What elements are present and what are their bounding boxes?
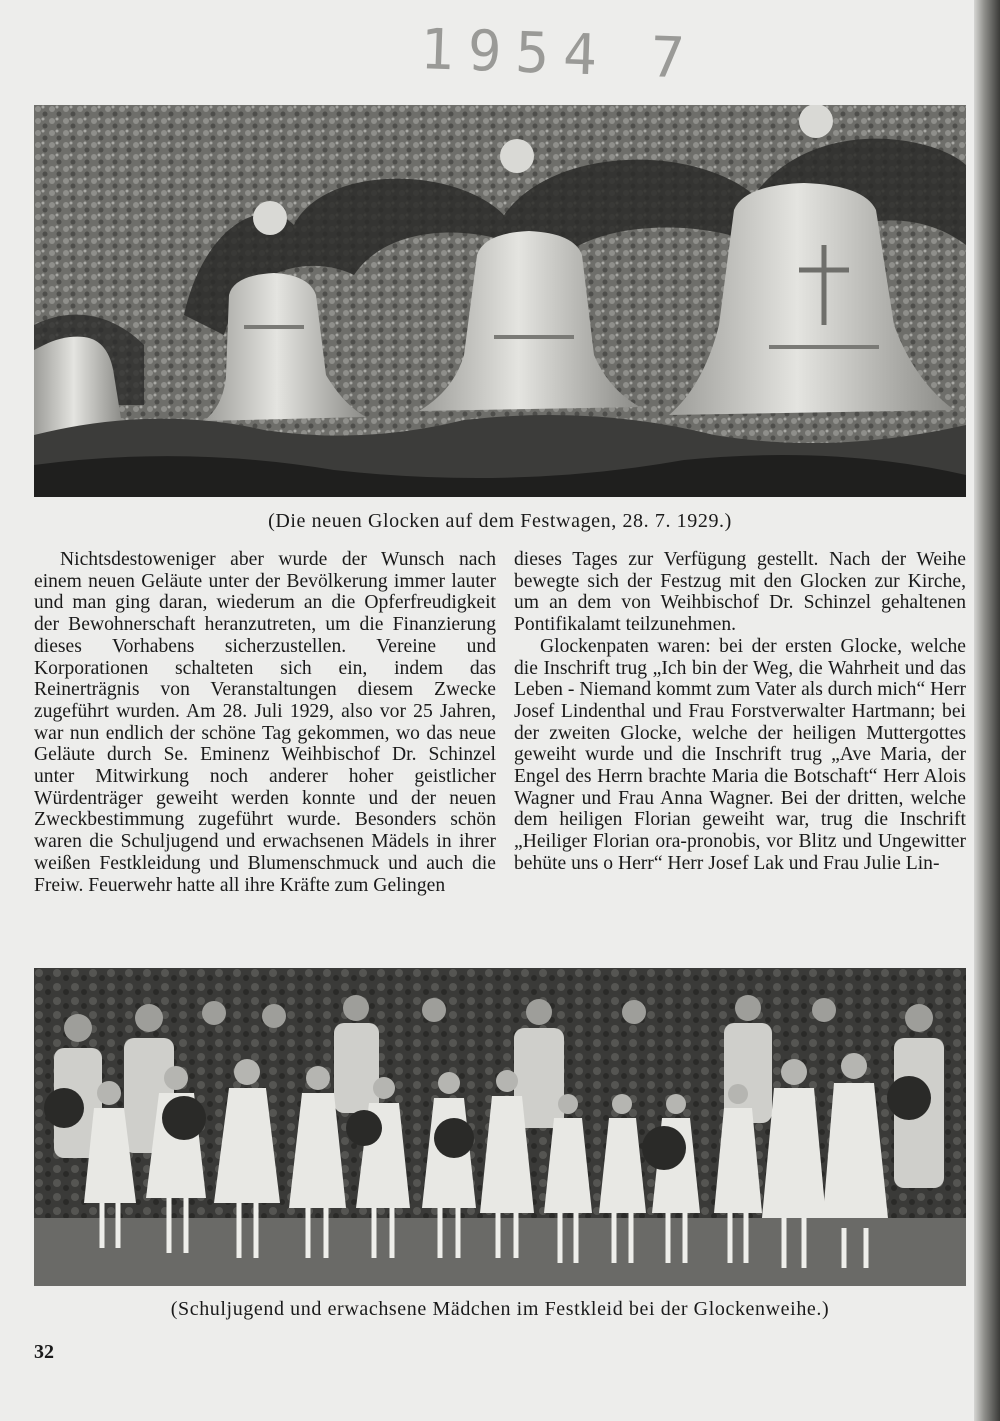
page-number: 32: [34, 1341, 54, 1363]
article-paragraph-continued: dieses Tages zur Verfügung gestellt. Nach der Weihe bewegte sich der Festzug mit den Glocken zur Kirche, um an dem von Weihbischof Dr. Schinzel gehaltenen Pontifikalamt teilzunehmen.: [514, 549, 966, 636]
handwritten-annotation: [419, 17, 700, 92]
article-left-column: [34, 549, 496, 896]
girls-photo: [34, 968, 966, 1286]
article-paragraph: Nichtsdestoweniger aber wurde der Wunsch nach einem neuen Geläute unter der Bevölkerung immer lauter und man ging daran, wiederum an die Opferfreudigkeit der Bewohnerschaft heranzutreten, um die Finanzierung dieses Vorhabens sicherzustellen. Vereine und Korporationen schalteten sich ein, indem das Reinerträgnis von Veranstaltungen diesem Zwecke zugeführt wurden. Am 28. Juli 1929, also vor 25 Jahren, war nun endlich der schöne Tag gekommen, wo das neue Geläute durch Se. Eminenz Weihbischof Dr. Schinzel unter Mitwirkung noch anderer hoher geistlicher Würdenträger geweiht werden konnte und der neuen Zweckbestimmung zugeführt wurde. Besonders schön waren die Schuljugend und erwachsenen Mädels in ihrer weißen Festkleidung und Blumenschmuck und auch die Freiw. Feuerwehr hatte all ihre Kräfte zum Gelingen: [34, 549, 496, 896]
girls-photo-caption: (Schuljugend und erwachsene Mädchen im Festkleid bei der Glockenweihe.): [170, 1298, 830, 1320]
bells-photo-graphic: [34, 105, 966, 497]
girls-photo-graphic: [34, 968, 966, 1286]
handwritten-mark: 7: [649, 25, 700, 92]
page-binding-edge: [974, 0, 1000, 1421]
bells-photo-caption: (Die neuen Glocken auf dem Festwagen, 28. 7. 1929.): [268, 510, 732, 532]
article-paragraph-godparents: Glockenpaten waren: bei der ersten Glocke, welche die Inschrift trug „Ich bin der Weg, die Wahrheit und das Leben - Niemand kommt zum Vater als durch mich“ Herr Josef Lindenthal und Frau Forstverwalter Hartmann; bei der zweiten Glocke, welche der heiligen Muttergottes geweiht wurde und die Inschrift trug „Ave Maria, der Engel des Herrn brachte Maria die Botschaft“ Herr Alois Wagner und Frau Anna Wagner. Bei der dritten, welche dem heiligen Florian geweiht war, trug die Inschrift „Heiliger Florian ora-pronobis, vor Blitz und Ungewitter behüte uns o Herr“ Herr Josef Lak und Frau Julie Lin-: [514, 635, 966, 874]
handwritten-year: 1954: [418, 17, 612, 89]
article-right-column: [514, 549, 966, 875]
bells-photo: [34, 105, 966, 497]
